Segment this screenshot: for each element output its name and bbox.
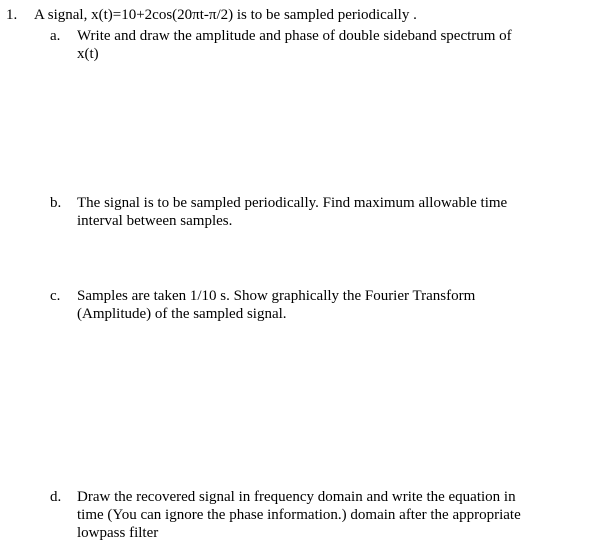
part-b-text	[77, 194, 560, 230]
part-d-label: d.	[50, 489, 62, 505]
part-c-line-1: Samples are taken 1/10 s. Show graphically the Fourier Transform	[77, 288, 476, 304]
question-number: 1.	[6, 7, 18, 23]
part-b-line-2: interval between samples.	[77, 213, 233, 229]
part-a-line-1: Write and draw the amplitude and phase of double sideband spectrum of	[77, 28, 512, 44]
part-a-text	[77, 27, 560, 63]
part-d-line-2: time (You can ignore the phase information.) domain after the appropriate	[77, 507, 521, 523]
part-a-label: a.	[50, 28, 61, 44]
part-d-line-1: Draw the recovered signal in frequency domain and write the equation in	[77, 489, 516, 505]
part-b-label: b.	[50, 195, 62, 211]
part-c-text	[77, 287, 560, 323]
part-d-text	[77, 488, 560, 542]
part-d-line-3: lowpass filter	[77, 525, 159, 541]
part-b-line-1: The signal is to be sampled periodically. Find maximum allowable time	[77, 195, 508, 211]
part-a-line-2: x(t)	[77, 46, 99, 62]
question-text: A signal, x(t)=10+2cos(20πt-π/2) is to be sampled periodically .	[34, 7, 417, 23]
part-c-line-2: (Amplitude) of the sampled signal.	[77, 306, 287, 322]
part-c-label: c.	[50, 288, 61, 304]
